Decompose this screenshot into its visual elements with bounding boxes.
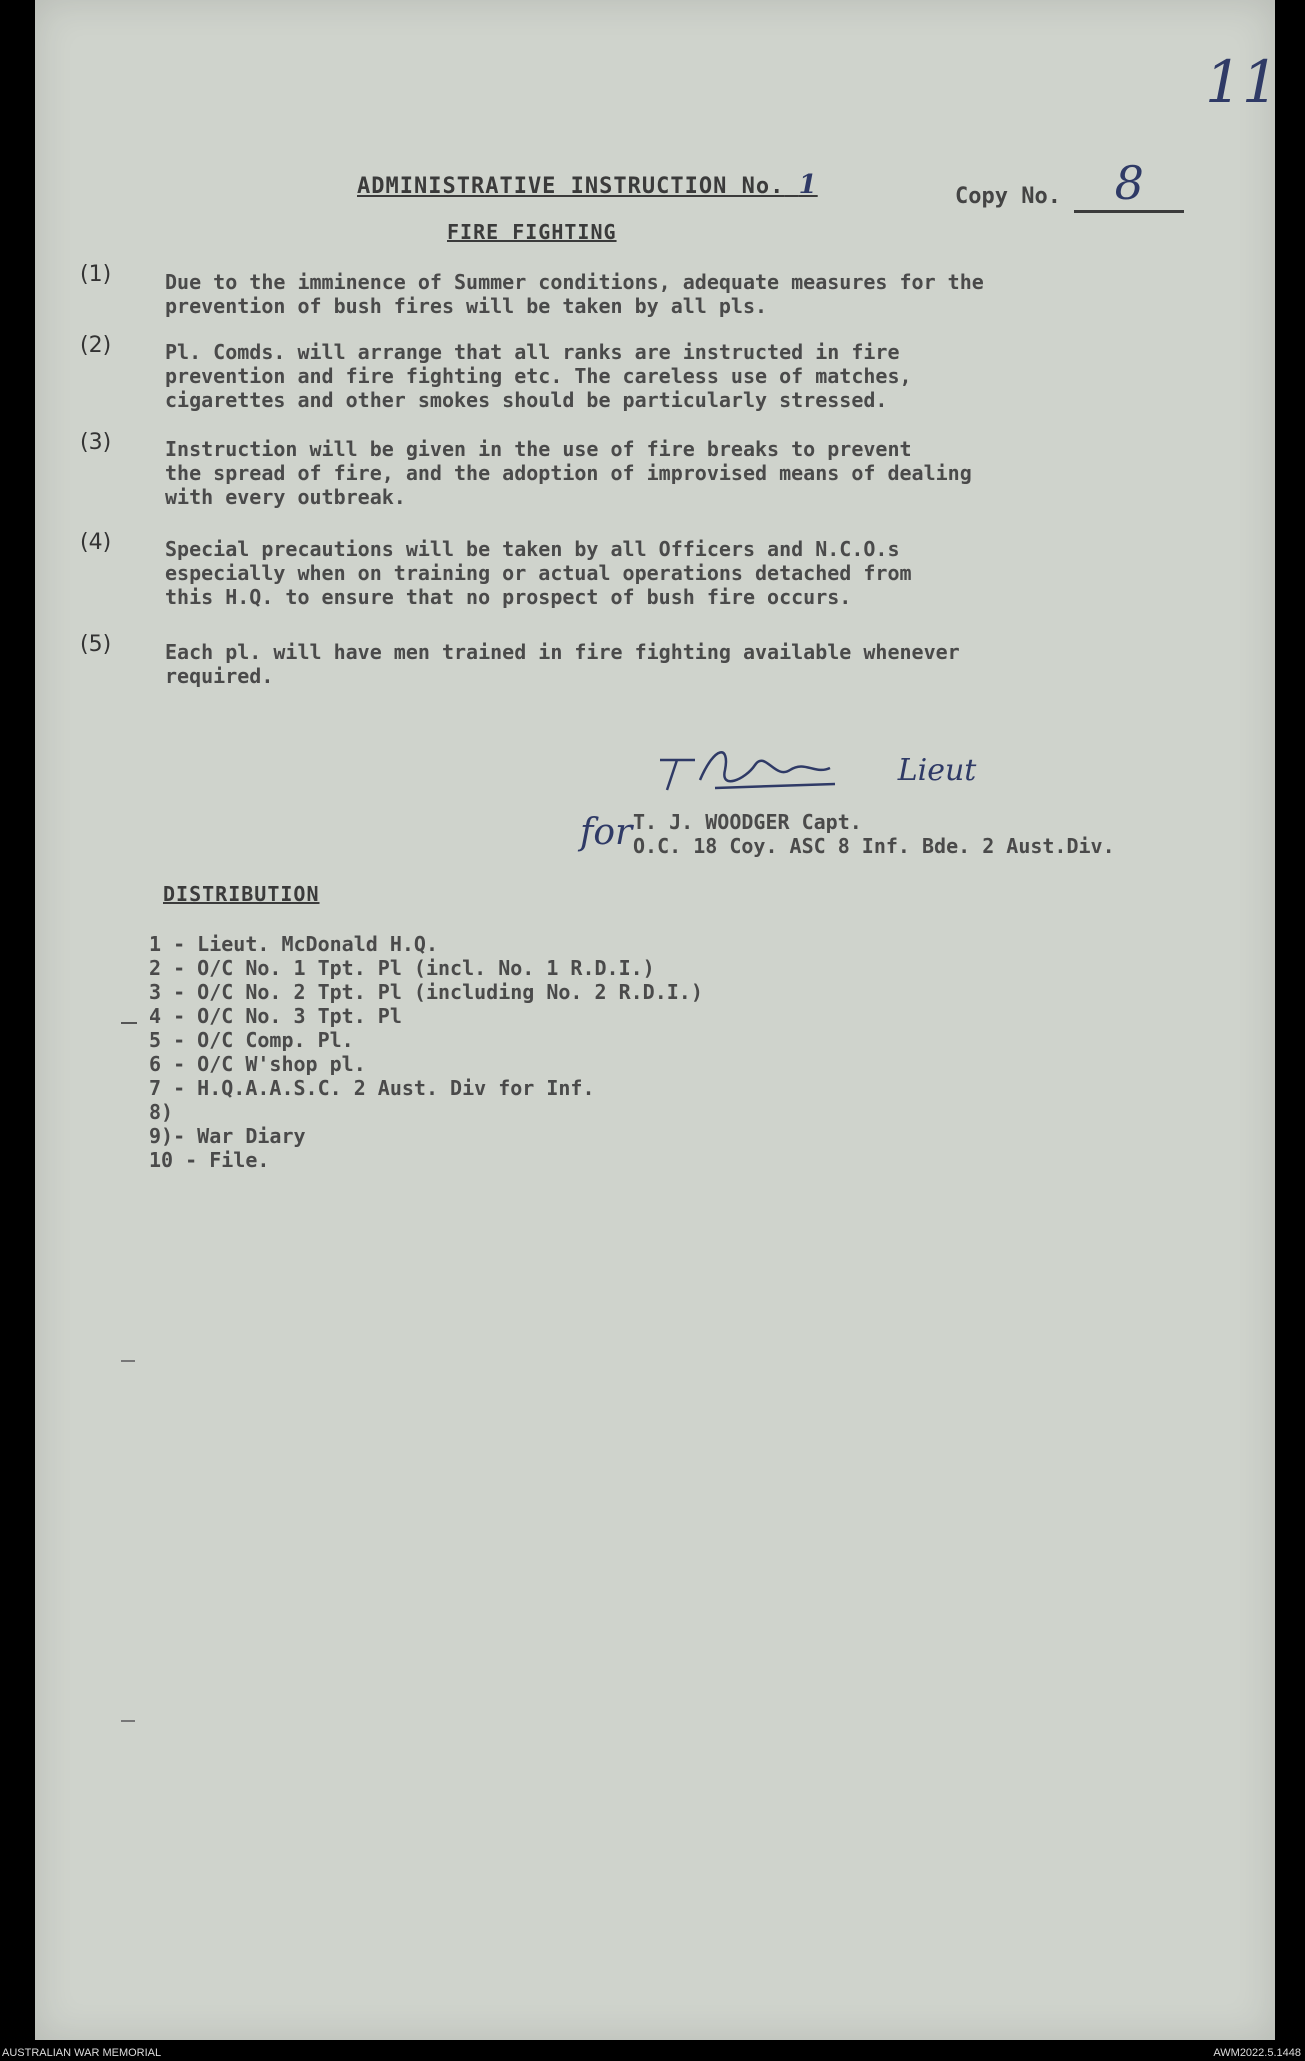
paragraph-text: Instruction will be given in the use of fire breaks to prevent the spread of fire, and the adoption of improvised means of dealing with every outbreak. [165,437,972,509]
paragraph-text: Each pl. will have men trained in fire fighting available whenever required. [165,640,960,688]
list-item: 4 - O/C No. 3 Tpt. Pl [149,1004,402,1028]
list-item: 6 - O/C W'shop pl. [149,1052,366,1076]
document-title [357,170,818,200]
list-item: 5 - O/C Comp. Pl. [149,1028,354,1052]
list-item: 3 - O/C No. 2 Tpt. Pl (including No. 2 R.D.I.) [149,980,703,1004]
paragraph-text: Pl. Comds. will arrange that all ranks are instructed in fire prevention and fire fighting etc. The careless use of matches, cigarettes and other smokes should be particularly stressed. [165,340,912,412]
signature-scrawl-icon [655,740,885,800]
list-item: 7 - H.Q.A.A.S.C. 2 Aust. Div for Inf. [149,1076,595,1100]
document-subtitle: FIRE FIGHTING [447,220,617,244]
list-item: 10 - File. [149,1148,270,1172]
distribution-heading: DISTRIBUTION [163,882,320,906]
paragraph-text: Due to the imminence of Summer conditions, adequate measures for the prevention of bush fires will be taken by all pls. [165,270,984,318]
list-item: 2 - O/C No. 1 Tpt. Pl (incl. No. 1 R.D.I.) [149,956,655,980]
distribution-list [149,932,703,1172]
signature-for: for [580,812,633,853]
signatory-block: T. J. WOODGER Capt. O.C. 18 Coy. ASC 8 Inf. Bde. 2 Aust.Div. [633,810,1115,858]
copy-number-value: 8 [1114,156,1144,210]
paragraph-number: (5) [80,632,112,657]
paragraph-number: (1) [80,262,112,287]
list-item: 1 - Lieut. McDonald H.Q. [149,932,438,956]
footer-catalog-id: AWM2022.5.1448 [1213,2047,1301,2059]
signature-rank: Lieut [897,753,977,788]
title-text: ADMINISTRATIVE INSTRUCTION No. [357,174,785,199]
list-item: 9)- War Diary [149,1124,306,1148]
paragraph-number: (3) [80,430,112,455]
paragraph-text: Special precautions will be taken by all Officers and N.C.O.s especially when on training or actual operations detached from this H.Q. to ensure that no prospect of bush fire occurs. [165,537,912,609]
paragraph-number: (4) [80,530,112,555]
list-item: 8) [149,1100,174,1124]
margin-mark [121,1022,137,1024]
margin-mark [121,1720,135,1722]
handwritten-signature [655,740,976,800]
margin-mark [121,1360,135,1362]
document-sheet [35,0,1279,2040]
paragraph-number: (2) [80,333,112,358]
title-number: 1 [798,170,818,200]
copy-number-block [955,156,1184,217]
copy-number-line [1074,156,1184,213]
footer-archive-label: AUSTRALIAN WAR MEMORIAL [2,2047,162,2059]
page-number-mark: 11 [1205,48,1279,116]
copy-label: Copy No. [955,184,1061,209]
